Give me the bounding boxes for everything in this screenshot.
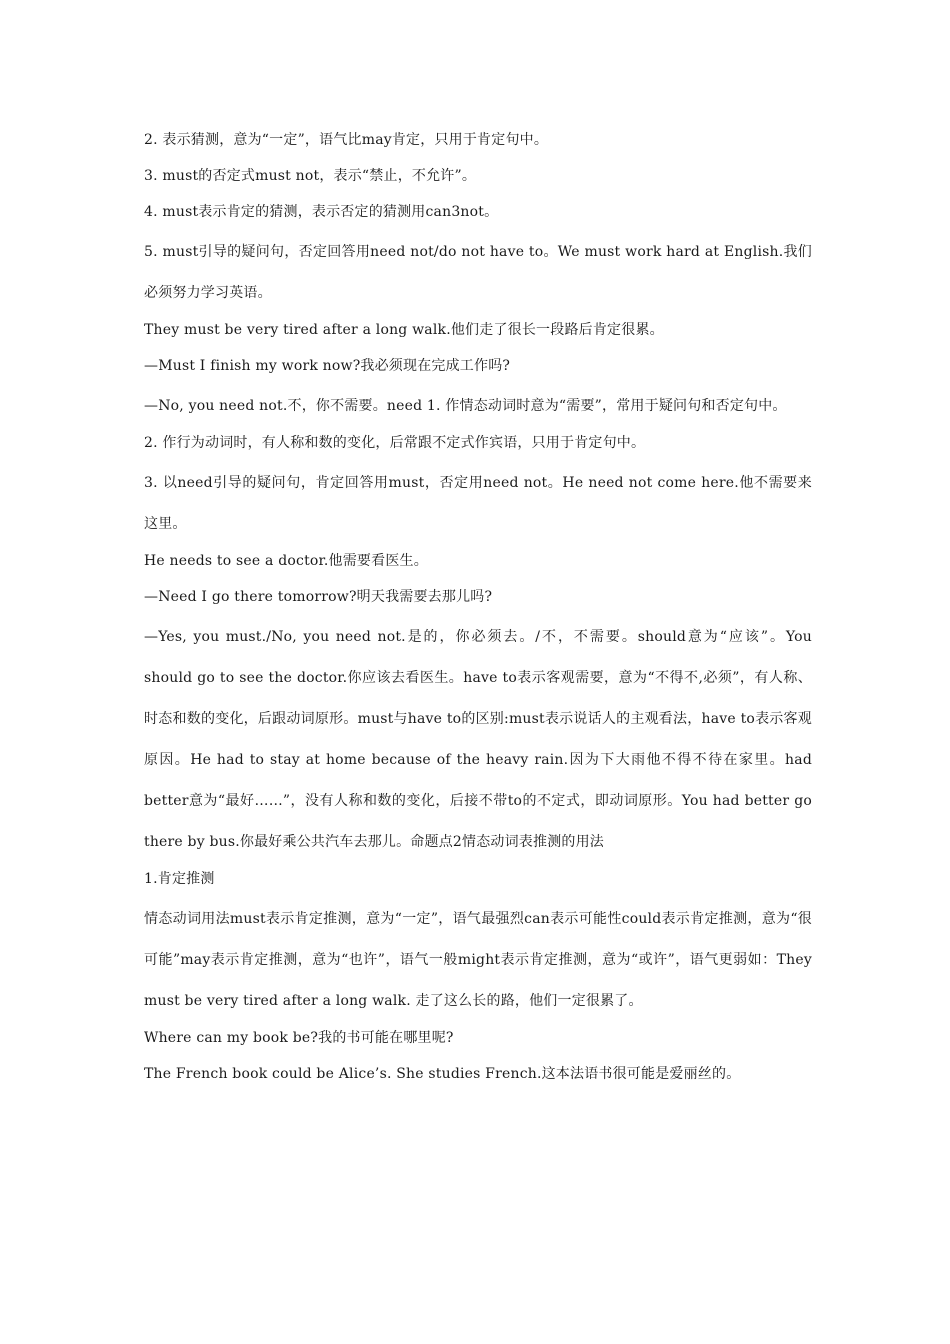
paragraph-must-positive-guess: 4. must表示肯定的猜测，表示否定的猜测用can3not。 <box>144 204 499 220</box>
paragraph-dialogue-need-question: —Need I go there tomorrow?明天我需要去那儿吗? <box>144 589 493 605</box>
paragraph-dialogue-must-question: —Must I finish my work now?我必须现在完成工作吗? <box>144 358 511 374</box>
paragraph-should-have-to: —Yes, you must./No, you need not.是的，你必须去。/不，不需要。should意为“应该”。You should go to see the doctor.你应该去看医生。have to表示客观需要，意为“不得不,必须”，有人称、时态和数的变化，后跟动词原形。must与have to的区别:must表示说话人的主观看法，have to表示客观原因。He had to stay at home because of the heavy rain.因为下大雨他不得不待在家里。had better意为“最好……”，没有人称和数的变化，后接不带to的不定式，即动词原形。You had better go there by bus.你最好乘公共汽车去那儿。命题点2情态动词表推测的用法 <box>144 629 812 850</box>
paragraph-example-french-book: The French book could be Alice’s. She studies French.这本法语书很可能是爱丽丝的。 <box>144 1066 741 1082</box>
paragraph-must-question: 5. must引导的疑问句，否定回答用need not/do not have to。We must work hard at English.我们必须努力学习英语。 <box>144 244 812 301</box>
document-body <box>144 122 812 1092</box>
paragraph-need-modal: —No, you need not.不，你不需要。need 1. 作情态动词时意为“需要”，常用于疑问句和否定句中。 <box>144 398 787 414</box>
paragraph-need-verb: 2. 作行为动词时，有人称和数的变化，后常跟不定式作宾语，只用于肯定句中。 <box>144 435 646 451</box>
paragraph-must-not: 3. must的否定式must not，表示“禁止，不允许”。 <box>144 168 477 184</box>
section-heading-positive-guess: 1.肯定推测 <box>144 871 215 887</box>
paragraph-example-doctor: He needs to see a doctor.他需要看医生。 <box>144 553 428 569</box>
paragraph-example-tired: They must be very tired after a long walk.他们走了很长一段路后肯定很累。 <box>144 322 664 338</box>
paragraph-must-guess: 2. 表示猜测，意为“一定”，语气比may肯定，只用于肯定句中。 <box>144 132 549 148</box>
paragraph-modal-usage: 情态动词用法must表示肯定推测，意为“一定”，语气最强烈can表示可能性could表示肯定推测，意为“很可能”may表示肯定推测，意为“也许”，语气一般might表示肯定推测，意为“或许”，语气更弱如：They must be very tired after a long walk. 走了这么长的路，他们一定很累了。 <box>144 911 812 1009</box>
paragraph-example-book: Where can my book be?我的书可能在哪里呢? <box>144 1030 454 1046</box>
paragraph-need-question: 3. 以need引导的疑问句，肯定回答用must，否定用need not。He need not come here.他不需要来这里。 <box>144 475 812 532</box>
